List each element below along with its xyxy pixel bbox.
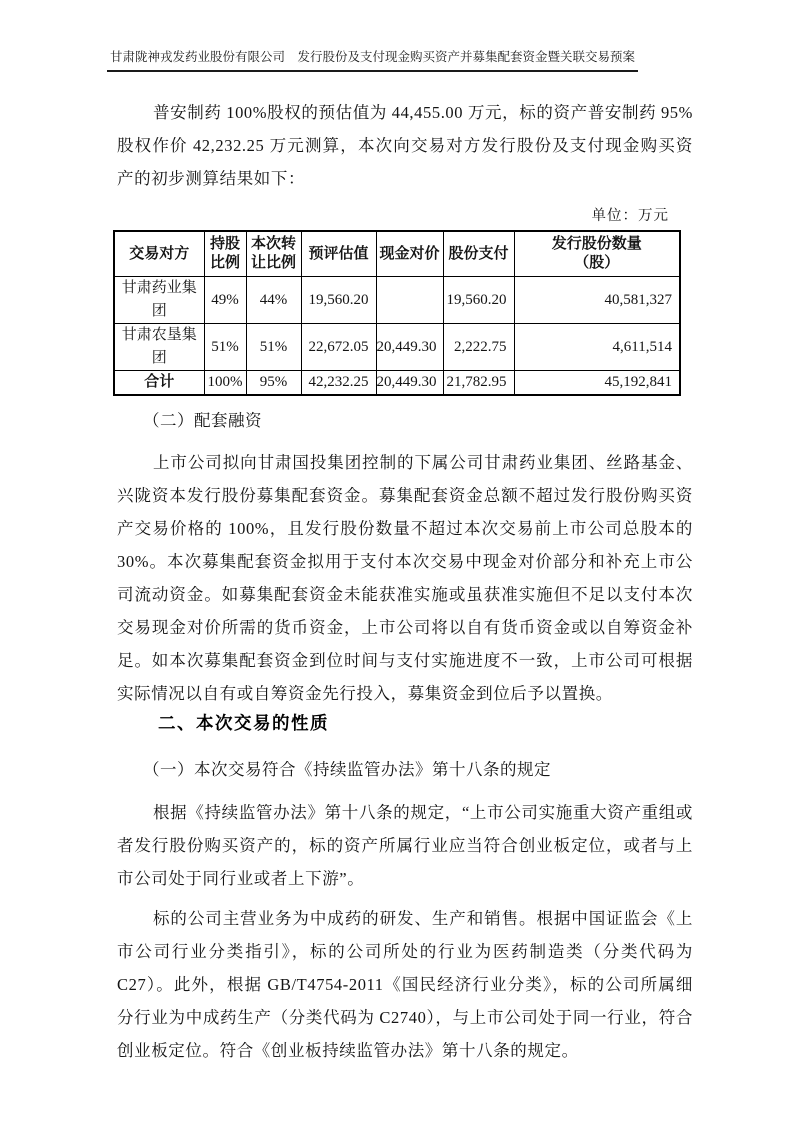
cell-estimated-value: 19,560.20 [301,277,376,324]
transaction-measurement-table [113,230,681,396]
cell-shares-issued: 4,611,514 [514,324,680,371]
subsection-heading-compliance: （一）本次交易符合《持续监管办法》第十八条的规定 [143,760,551,779]
page-running-header [0,0,793,72]
cell-counterparty: 甘肃药业集团 [114,277,204,324]
col-header-line: 持股 [209,236,240,252]
cell-cash-consideration [376,277,443,324]
table-header-row [114,231,680,277]
cell-transfer-ratio: 44% [246,277,301,324]
cell-shares-issued: 40,581,327 [514,277,680,324]
paragraph-regulation: 根据《持续监管办法》第十八条的规定，“上市公司实施重大资产重组或者发行股份购买资产的，标的资产所属行业应当符合创业板定位，或者与上市公司处于同行业或者上下游”。 [117,803,693,888]
cell-shares-issued: 45,192,841 [514,371,680,396]
cell-cash-consideration: 20,449.30 [376,324,443,371]
cell-counterparty: 甘肃农垦集团 [114,324,204,371]
page-content [117,96,693,1067]
paragraph-valuation: 普安制药 100%股权的预估值为 44,455.00 万元，标的资产普安制药 95%股权作价 42,232.25 万元测算，本次向交易对方发行股份及支付现金购买资产的初步测算结果如下： [117,103,693,188]
col-header-line: 预评估值 [308,245,369,262]
paragraph-financing: 上市公司拟向甘肃国投集团控制的下属公司甘肃药业集团、丝路基金、兴陇资本发行股份募集配套资金。募集配套资金总额不超过发行股份购买资产交易价格的 100%，且发行股份数量不超过本次交易前上市公司总股本的 30%。本次募集配套资金拟用于支付本次交易中现金对价部分和补充上市公司流动资金。如募集配套资金未能获准实施或虽获准实施但不足以支付本次交易现金对价所需的货币资金，上市公司将以自有货币资金或以自筹资金补足。如本次募集配套资金到位时间与支付实施进度不一致，上市公司可根据实际情况以自有或自筹资金先行投入，募集资金到位后予以置换。 [117,453,693,703]
col-header-share-payment [443,231,514,277]
col-header-shareholding-ratio [204,231,246,277]
cell-shareholding-ratio: 49% [204,277,246,324]
cell-transfer-ratio: 95% [246,371,301,396]
table-row-total [114,371,680,396]
cell-estimated-value: 22,672.05 [301,324,376,371]
col-header-line: 交易对方 [129,245,190,262]
col-header-shares-issued [514,231,680,277]
cell-share-payment: 21,782.95 [443,371,514,396]
cell-cash-consideration: 20,449.30 [376,371,443,396]
cell-share-payment: 19,560.20 [443,277,514,324]
cell-shareholding-ratio: 100% [204,371,246,396]
section-heading-transaction-nature: 二、本次交易的性质 [158,713,329,733]
cell-transfer-ratio: 51% [246,324,301,371]
col-header-estimated-value [301,231,376,277]
table-unit-label: 单位：万元 [591,208,669,224]
col-header-line: 现金对价 [379,245,440,262]
col-header-cash-consideration [376,231,443,277]
col-header-line: 本次转 [250,236,296,252]
col-header-line: 让比例 [250,255,296,271]
page-header-title: 甘肃陇神戎发药业股份有限公司 发行股份及支付现金购买资产并募集配套资金暨关联交易预案 [107,47,638,72]
col-header-line: （股） [574,255,620,271]
col-header-line: 股份支付 [448,245,509,262]
col-header-line: 比例 [209,255,240,271]
table-row-gansu-nongken [114,324,680,371]
paragraph-industry: 标的公司主营业务为中成药的研发、生产和销售。根据中国证监会《上市公司行业分类指引》，标的公司所处的行业为医药制造类（分类代码为 C27）。此外，根据 GB/T4754-2011《国民经济行业分类》，标的公司所属细分行业为中成药生产（分类代码为 C2740），与上市公司处于同一行业，符合创业板定位。符合《创业板持续监管办法》第十八条的规定。 [117,909,693,1060]
cell-share-payment: 2,222.75 [443,324,514,371]
subsection-heading-financing: （二）配套融资 [143,411,262,430]
col-header-counterparty [114,231,204,277]
cell-total-label: 合计 [114,371,204,396]
col-header-transfer-ratio [246,231,301,277]
col-header-line: 发行股份数量 [551,236,642,252]
table-row-gansu-pharma [114,277,680,324]
cell-shareholding-ratio: 51% [204,324,246,371]
cell-estimated-value: 42,232.25 [301,371,376,396]
